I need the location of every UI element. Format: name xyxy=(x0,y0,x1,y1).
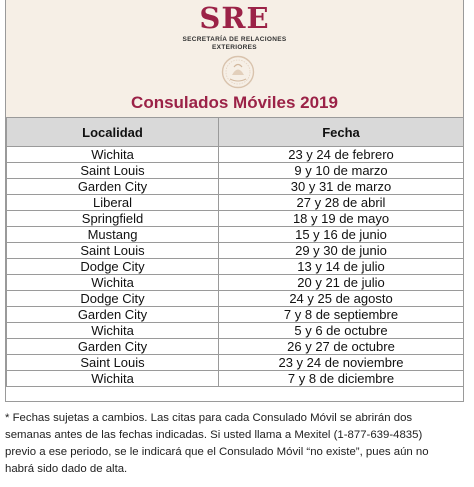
table-row xyxy=(7,323,464,339)
cell-fecha: 7 y 8 de septiembre xyxy=(219,307,464,323)
table-row xyxy=(7,179,464,195)
table-row xyxy=(7,147,464,163)
cell-localidad: Garden City xyxy=(7,339,219,355)
cell-fecha: 15 y 16 de junio xyxy=(219,227,464,243)
table-row xyxy=(7,339,464,355)
cell-fecha: 26 y 27 de octubre xyxy=(219,339,464,355)
footnote-line: semanas antes de las fechas indicadas. Si usted llama a Mexitel (1-877-639-4835) xyxy=(5,429,423,441)
cell-fecha: 18 y 19 de mayo xyxy=(219,211,464,227)
cell-fecha: 27 y 28 de abril xyxy=(219,195,464,211)
cell-localidad: Liberal xyxy=(7,195,219,211)
cell-localidad: Mustang xyxy=(7,227,219,243)
table-row xyxy=(7,211,464,227)
table-header-row xyxy=(7,118,464,147)
logo-subtitle-line2: EXTERIORES xyxy=(212,44,257,51)
table-row xyxy=(7,243,464,259)
cell-localidad: Saint Louis xyxy=(7,163,219,179)
footnote-line: habrá sido dado de alta. xyxy=(5,463,128,475)
cell-fecha: 24 y 25 de agosto xyxy=(219,291,464,307)
cell-localidad: Wichita xyxy=(7,323,219,339)
table-row xyxy=(7,291,464,307)
cell-fecha: 13 y 14 de julio xyxy=(219,259,464,275)
cell-localidad: Dodge City xyxy=(7,259,219,275)
cell-fecha: 5 y 6 de octubre xyxy=(219,323,464,339)
cell-localidad: Wichita xyxy=(7,147,219,163)
cell-fecha: 30 y 31 de marzo xyxy=(219,179,464,195)
table-row xyxy=(7,227,464,243)
cell-localidad: Saint Louis xyxy=(7,243,219,259)
cell-fecha: 7 y 8 de diciembre xyxy=(219,371,464,387)
table-row xyxy=(7,195,464,211)
cell-localidad: Dodge City xyxy=(7,291,219,307)
sre-logo: SRE xyxy=(199,1,270,35)
table-row xyxy=(7,355,464,371)
table-row xyxy=(7,163,464,179)
header-band xyxy=(6,0,463,117)
cell-fecha: 20 y 21 de julio xyxy=(219,275,464,291)
cell-fecha: 9 y 10 de marzo xyxy=(219,163,464,179)
cell-fecha: 23 y 24 de noviembre xyxy=(219,355,464,371)
cell-localidad: Garden City xyxy=(7,307,219,323)
page-title: Consulados Móviles 2019 xyxy=(131,93,338,112)
consulados-panel xyxy=(5,0,464,402)
column-header-localidad: Localidad xyxy=(7,118,219,147)
cell-localidad: Garden City xyxy=(7,179,219,195)
table-row xyxy=(7,275,464,291)
table-row xyxy=(7,307,464,323)
cell-localidad: Springfield xyxy=(7,211,219,227)
column-header-fecha: Fecha xyxy=(219,118,464,147)
coat-of-arms-icon xyxy=(220,55,256,89)
logo-subtitle-line1: SECRETARÍA DE RELACIONES xyxy=(182,36,287,43)
cell-localidad: Saint Louis xyxy=(7,355,219,371)
footnote-line: * Fechas sujetas a cambios. Las citas para cada Consulado Móvil se abrirán dos xyxy=(5,412,413,424)
footnote xyxy=(5,410,467,478)
cell-fecha: 23 y 24 de febrero xyxy=(219,147,464,163)
cell-localidad: Wichita xyxy=(7,275,219,291)
schedule-table xyxy=(6,117,464,387)
table-row xyxy=(7,371,464,387)
table-row xyxy=(7,259,464,275)
cell-fecha: 29 y 30 de junio xyxy=(219,243,464,259)
footnote-line: previo a ese periodo, se le indicará que el Consulado Móvil “no existe”, pues aún no xyxy=(5,446,429,458)
cell-localidad: Wichita xyxy=(7,371,219,387)
